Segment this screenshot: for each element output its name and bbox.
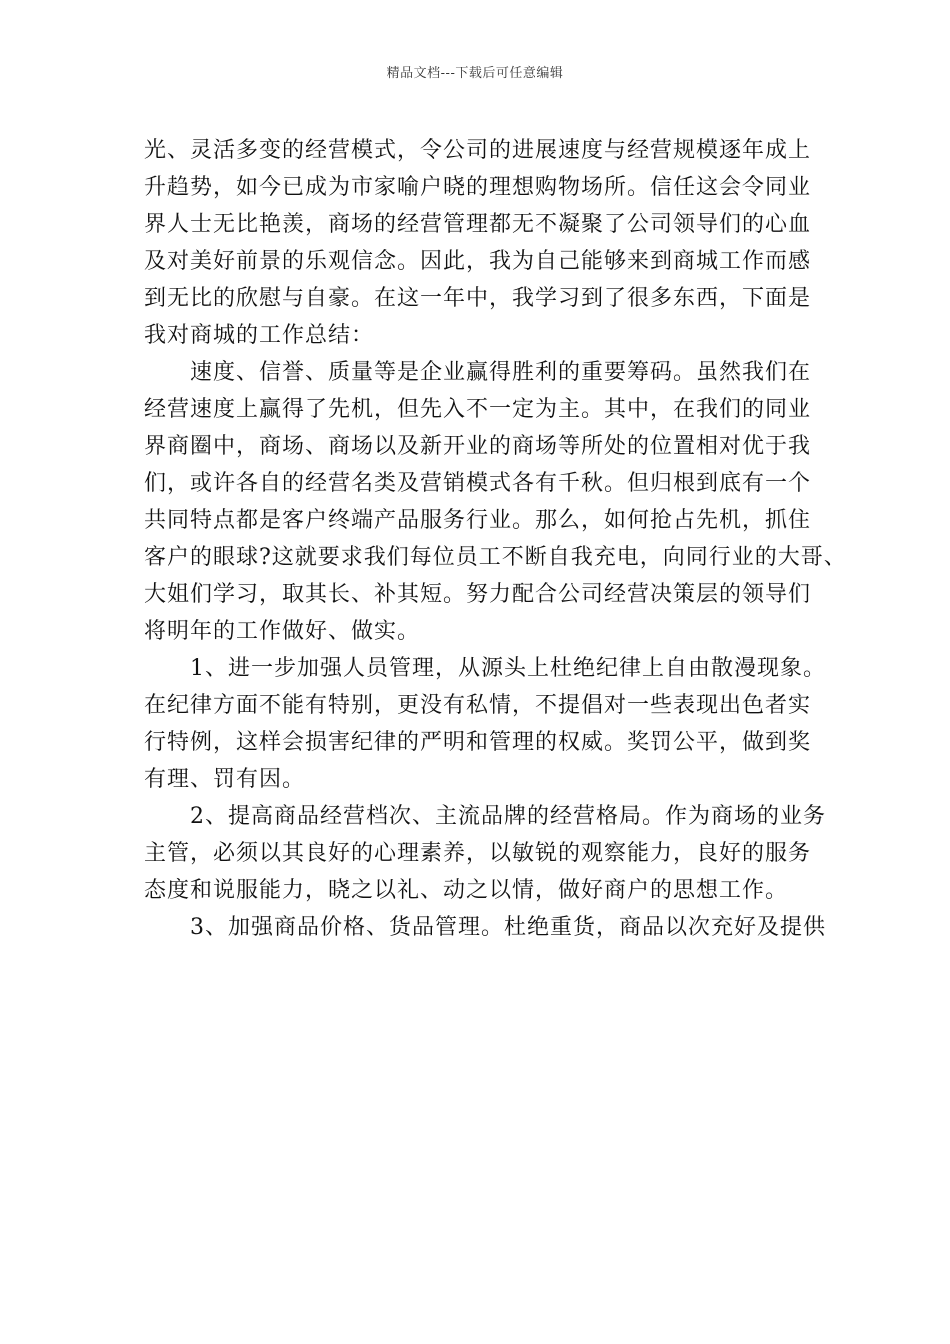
paragraph-start-line: 1、进一步加强人员管理，从源头上杜绝纪律上自由散漫现象。 bbox=[190, 656, 826, 681]
paragraph-start-line: 2、提高商品经营档次、主流品牌的经营格局。作为商场的业务 bbox=[190, 804, 826, 829]
text-line: 经营速度上赢得了先机，但先入不一定为主。其中，在我们的同业 bbox=[144, 397, 812, 422]
text-line: 态度和说服能力，晓之以礼、动之以情，做好商户的思想工作。 bbox=[144, 878, 789, 903]
text-line: 们，或许各自的经营名类及营销模式各有千秋。但归根到底有一个 bbox=[144, 471, 812, 496]
document-body bbox=[144, 132, 847, 946]
text-line: 我对商城的工作总结： bbox=[144, 323, 375, 348]
text-line: 在纪律方面不能有特别，更没有私情，不提倡对一些表现出色者实 bbox=[144, 693, 812, 718]
text-line: 行特例，这样会损害纪律的严明和管理的权威。奖罚公平，做到奖 bbox=[144, 730, 812, 755]
text-line: 到无比的欣慰与自豪。在这一年中，我学习到了很多东西，下面是 bbox=[144, 286, 812, 311]
text-line: 光、灵活多变的经营模式，令公司的进展速度与经营规模逐年成上 bbox=[144, 138, 812, 163]
text-line: 界商圈中，商场、商场以及新开业的商场等所处的位置相对优于我 bbox=[144, 434, 812, 459]
paragraph-start-line: 速度、信誉、质量等是企业赢得胜利的重要筹码。虽然我们在 bbox=[190, 360, 812, 385]
text-line: 及对美好前景的乐观信念。因此，我为自己能够来到商城工作而感 bbox=[144, 249, 812, 274]
text-line: 大姐们学习，取其长、补其短。努力配合公司经营决策层的领导们 bbox=[144, 582, 812, 607]
text-line: 将明年的工作做好、做实。 bbox=[144, 619, 421, 644]
text-line: 界人士无比艳羡，商场的经营管理都无不凝聚了公司领导们的心血 bbox=[144, 212, 812, 237]
text-line: 主管，必须以其良好的心理素养，以敏锐的观察能力，良好的服务 bbox=[144, 841, 812, 866]
text-line: 升趋势，如今已成为市家喻户晓的理想购物场所。信任这会令同业 bbox=[144, 175, 812, 200]
paragraph-start-line: 3、加强商品价格、货品管理。杜绝重货，商品以次充好及提供 bbox=[190, 915, 826, 940]
text-line: 有理、罚有因。 bbox=[144, 767, 306, 792]
text-line: 客户的眼球?这就要求我们每位员工不断自我充电，向同行业的大哥、 bbox=[144, 545, 847, 570]
text-line: 共同特点都是客户终端产品服务行业。那么，如何抢占先机，抓住 bbox=[144, 508, 812, 533]
page-header: 精品文档---下载后可任意编辑 bbox=[386, 66, 564, 81]
